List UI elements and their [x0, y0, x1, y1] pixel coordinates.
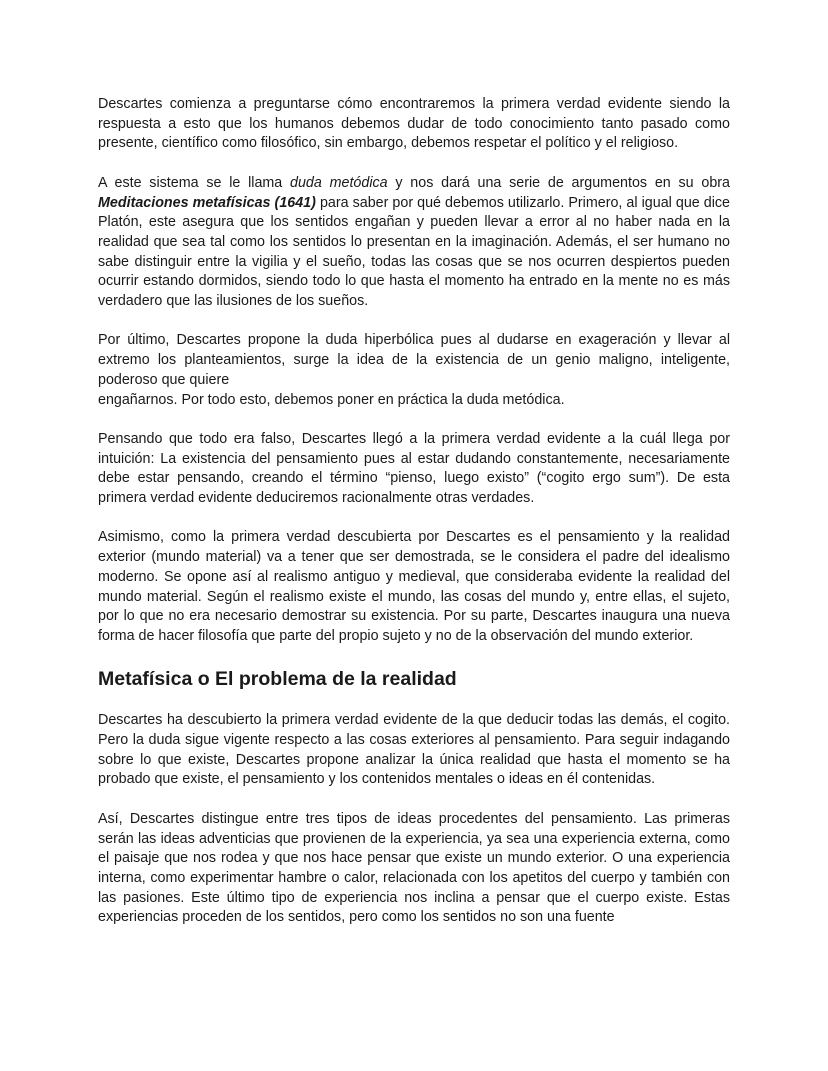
- paragraph-3-continuation: engañarnos. Por todo esto, debemos poner en práctica la duda metódica.: [98, 391, 565, 408]
- paragraph-4: Pensando que todo era falso, Descartes llegó a la primera verdad evidente a la cuál llega por intuición: La existencia del pensamiento pues al estar dudando constantemente, necesariamente debe estar pensando, creando el término “pienso, luego existo” (“cogito ergo sum”). De esta primera verdad evidente deduciremos racionalmente otras verdades.: [98, 430, 730, 507]
- book-title-meditaciones: Meditaciones metafísicas (1641): [98, 194, 316, 211]
- paragraph-2: [98, 174, 730, 312]
- section-heading: Metafísica o El problema de la realidad: [98, 668, 457, 691]
- paragraph-5: Asimismo, como la primera verdad descubierta por Descartes es el pensamiento y la realidad exterior (mundo material) va a tener que ser demostrada, se le considera el padre del idealismo moderno. Se opone así al realismo antiguo y medieval, que consideraba evidente la realidad del mundo material. Según el realismo existe el mundo, las cosas del mundo y, entre ellas, el sujeto, por lo que no era necesario demostrar su existencia. Por su parte, Descartes inaugura una nueva forma de hacer filosofía que parte del propio sujeto y no de la observación del mundo exterior.: [98, 529, 730, 644]
- paragraph-2-text-c: y nos dará una serie de argumentos en su obra: [387, 174, 730, 191]
- paragraph-3: Por último, Descartes propone la duda hiperbólica pues al dudarse en exageración y llevar al extremo los planteamientos, surge la idea de la existencia de un genio maligno, inteligente, poderoso que quiere: [98, 332, 730, 388]
- term-duda-metodica: duda metódica: [290, 174, 388, 191]
- paragraph-2-text-a: A este sistema se le llama: [98, 174, 291, 191]
- paragraph-1: Descartes comienza a preguntarse cómo encontraremos la primera verdad evidente siendo la respuesta a esto que los humanos debemos dudar de todo conocimiento tanto pasado como presente, científico como filosófico, sin embargo, debemos respetar el político y el religioso.: [98, 96, 730, 152]
- paragraph-7: Así, Descartes distingue entre tres tipos de ideas procedentes del pensamiento. Las primeras serán las ideas adventicias que provienen de la experiencia, ya sea una experiencia externa, como el paisaje que nos rodea y que nos hace pensar que existe un mundo exterior. O una experiencia interna, como experimentar hambre o calor, relacionada con los apetitos del cuerpo y también con las pasiones. Este último tipo de experiencia nos inclina a pensar que el cuerpo existe. Estas experiencias proceden de los sentidos, pero como los sentidos no son una fuente: [98, 810, 730, 926]
- paragraph-6: Descartes ha descubierto la primera verdad evidente de la que deducir todas las demás, el cogito. Pero la duda sigue vigente respecto a las cosas exteriores al pensamiento. Para seguir indagando sobre lo que existe, Descartes propone analizar la única realidad que hasta el momento se ha probado que existe, el pensamiento y los contenidos mentales o ideas en él contenidas.: [98, 712, 730, 788]
- paragraph-2-text-e: para saber por qué debemos utilizarlo. Primero, al igual que dice Platón, este asegura que los sentidos engañan y pueden llevar a error al no haber nada en la realidad que sea tal como los sentidos lo presentan en la imaginación. Además, el ser humano no sabe distinguir entre la vigilia y el sueño, todas las cosas que se nos ocurren despiertos pueden ocurrir estando dormidos, siendo todo lo que hasta el momento ha entrado en la mente no es más verdadero que las ilusiones de los sueños.: [98, 194, 730, 310]
